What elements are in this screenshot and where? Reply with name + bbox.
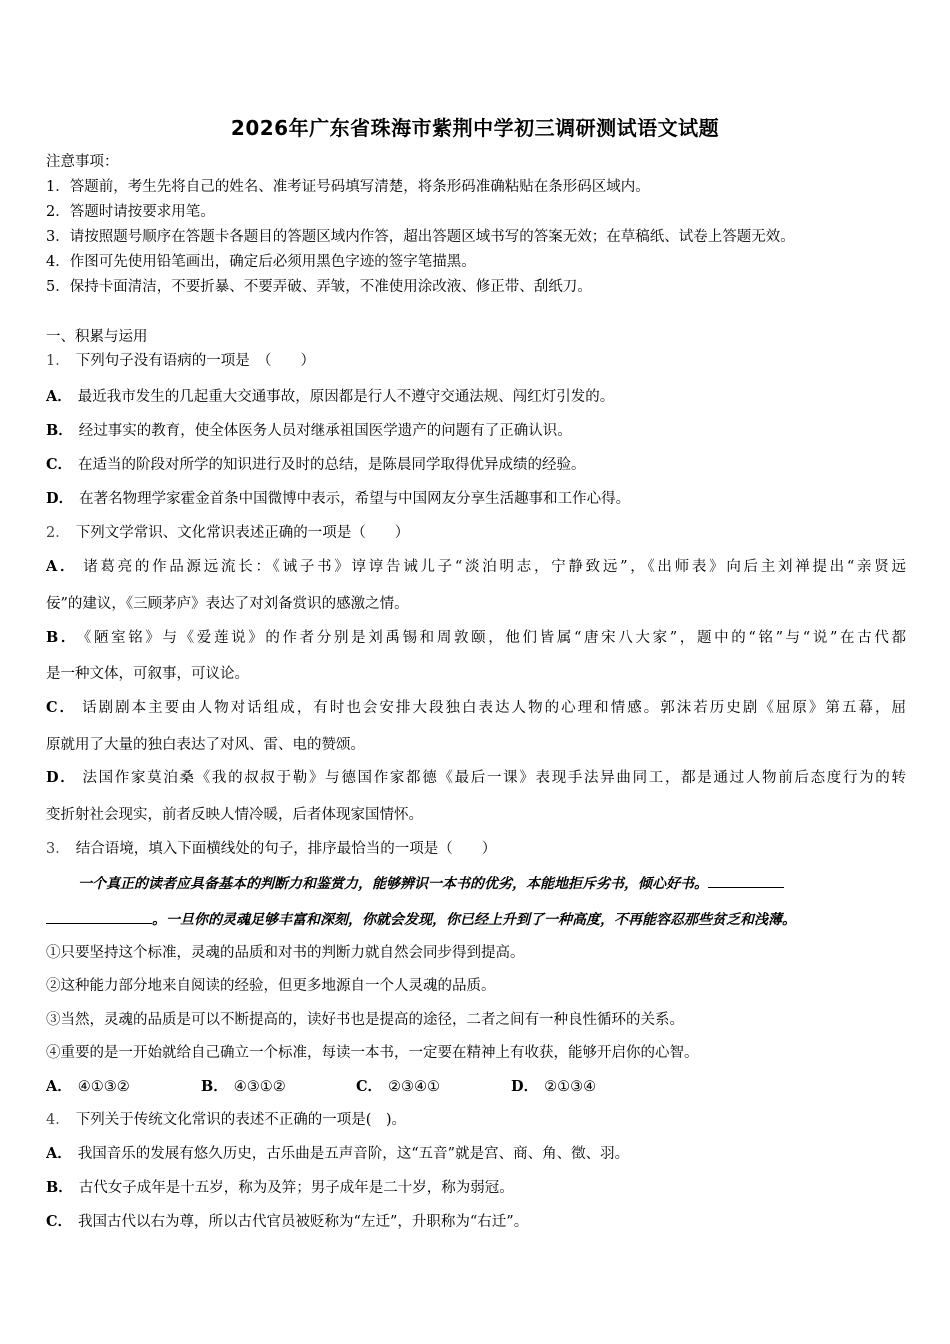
option-c-cont: 原就用了大量的独白表达了对风、雷、电的赞颂。 [46,737,365,753]
option-c: C． 话剧剧本主要由人物对话组成，有时也会安排大段独白表达人物的心理和情感。郭沫若历史剧《屈原》第五幕，屈 [46,699,906,716]
notice-item: 4．作图可先使用铅笔画出，确定后必须用黑色字迹的签字笔描黑。 [46,254,476,270]
option-c: C． 我国古代以右为尊，所以古代官员被贬称为“左迁”，升职称为“右迁”。 [46,1213,529,1230]
sentence-item: ①只要坚持这个标准，灵魂的品质和对书的判断力就自然会同步得到提高。 [46,945,525,961]
option-a: A． 最近我市发生的几起重大交通事故，原因都是行人不遵守交通法规、闯红灯引发的。 [46,388,615,405]
notice-item: 5．保持卡面清洁，不要折暴、不要弄破、弄皱，不准使用涂改液、修正带、刮纸刀。 [46,279,592,295]
notice-heading: 注意事项： [46,154,119,170]
option-a-cont: 佞”的建议，《三顾茅庐》表达了对刘备赏识的感激之情。 [46,596,409,612]
question-1 [46,351,315,371]
options-row [46,1077,666,1097]
question-3 [46,839,496,859]
option-b: B． 《陋室铭》与《爱莲说》的作者分别是刘禹锡和周敦颐，他们皆属“唐宋八大家”，题中的“铭”与“说”在古代都 [46,629,906,646]
fill-blank [708,873,784,888]
option-b-cont: 是一种文体，可叙事，可议论。 [46,666,249,682]
passage-line-2: 。一旦你的灵魂足够丰富和深刻，你就会发现，你已经上升到了一种高度，不再能容忍那些贫乏和浅薄。 [46,909,796,930]
sentence-item: ③当然，灵魂的品质是可以不断提高的，读好书也是提高的途径，二者之间有一种良性循环的关系。 [46,1012,684,1028]
option-a: A． 我国音乐的发展有悠久历史，古乐曲是五声音阶，这“五音”就是宫、商、角、徵、羽。 [46,1145,630,1162]
option-a: A． 诸葛亮的作品源远流长：《诫子书》谆谆告诫儿子“淡泊明志，宁静致远”，《出师表》向后主刘禅提出“亲贤远 [46,558,906,575]
question-stem: 结合语境，填入下面横线处的句子，排序最恰当的一项是（ ） [75,841,497,857]
option-d-cont: 变折射社会现实，前者反映人情冷暖，后者体现家国情怀。 [46,807,423,823]
option-c: C． 在适当的阶段对所学的知识进行及时的总结，是陈晨同学取得优异成绩的经验。 [46,456,586,473]
notice-item: 3．请按照题号顺序在答题卡各题目的答题区域内作答，超出答题区域书写的答案无效；在草稿纸、试卷上答题无效。 [46,229,795,245]
question-stem: 下列文学常识、文化常识表述正确的一项是（ ） [75,525,410,541]
question-number: 4． [46,1112,70,1128]
notice-item: 1．答题前，考生先将自己的姓名、准考证号码填写清楚，将条形码准确粘贴在条形码区域内。 [46,179,650,195]
option-b: B． ④③①② [201,1078,286,1095]
option-d: D． 法国作家莫泊桑《我的叔叔于勒》与德国作家都德《最后一课》表现手法异曲同工，都是通过人物前后态度行为的转 [46,769,906,786]
question-2 [46,523,409,543]
question-4 [46,1110,406,1130]
option-d: D． 在著名物理学家霍金首条中国微博中表示，希望与中国网友分享生活趣事和工作心得。 [46,490,631,507]
option-c: C． ②③④① [356,1078,441,1095]
option-b: B． 经过事实的教育，使全体医务人员对继承祖国医学遗产的问题有了正确认识。 [46,422,572,439]
option-d: D． ②①③④ [511,1078,597,1095]
question-number: 3． [46,841,70,857]
question-number: 2． [46,525,70,541]
sentence-item: ②这种能力部分地来自阅读的经验，但更多地源自一个人灵魂的品质。 [46,978,496,994]
option-a: A． ④①③② [46,1078,130,1095]
section-heading: 一、积累与运用 [46,329,148,345]
fill-blank [46,909,152,924]
question-stem: 下列句子没有语病的一项是 （ ） [75,353,315,369]
question-number: 1． [46,353,70,369]
passage-line-1: 一个真正的读者应具备基本的判断力和鉴赏力，能够辨识一本书的优劣，本能地拒斥劣书，倾心好书。 [78,873,784,894]
option-b: B． 古代女子成年是十五岁，称为及笄；男子成年是二十岁，称为弱冠。 [46,1179,514,1196]
question-stem: 下列关于传统文化常识的表述不正确的一项是( )。 [75,1112,407,1128]
page-title: 2026年广东省珠海市紫荆中学初三调研测试语文试题 [230,116,720,140]
notice-item: 2．答题时请按要求用笔。 [46,204,215,220]
sentence-item: ④重要的是一开始就给自己确立一个标准，每读一本书，一定要在精神上有收获，能够开启你的心智。 [46,1045,699,1061]
